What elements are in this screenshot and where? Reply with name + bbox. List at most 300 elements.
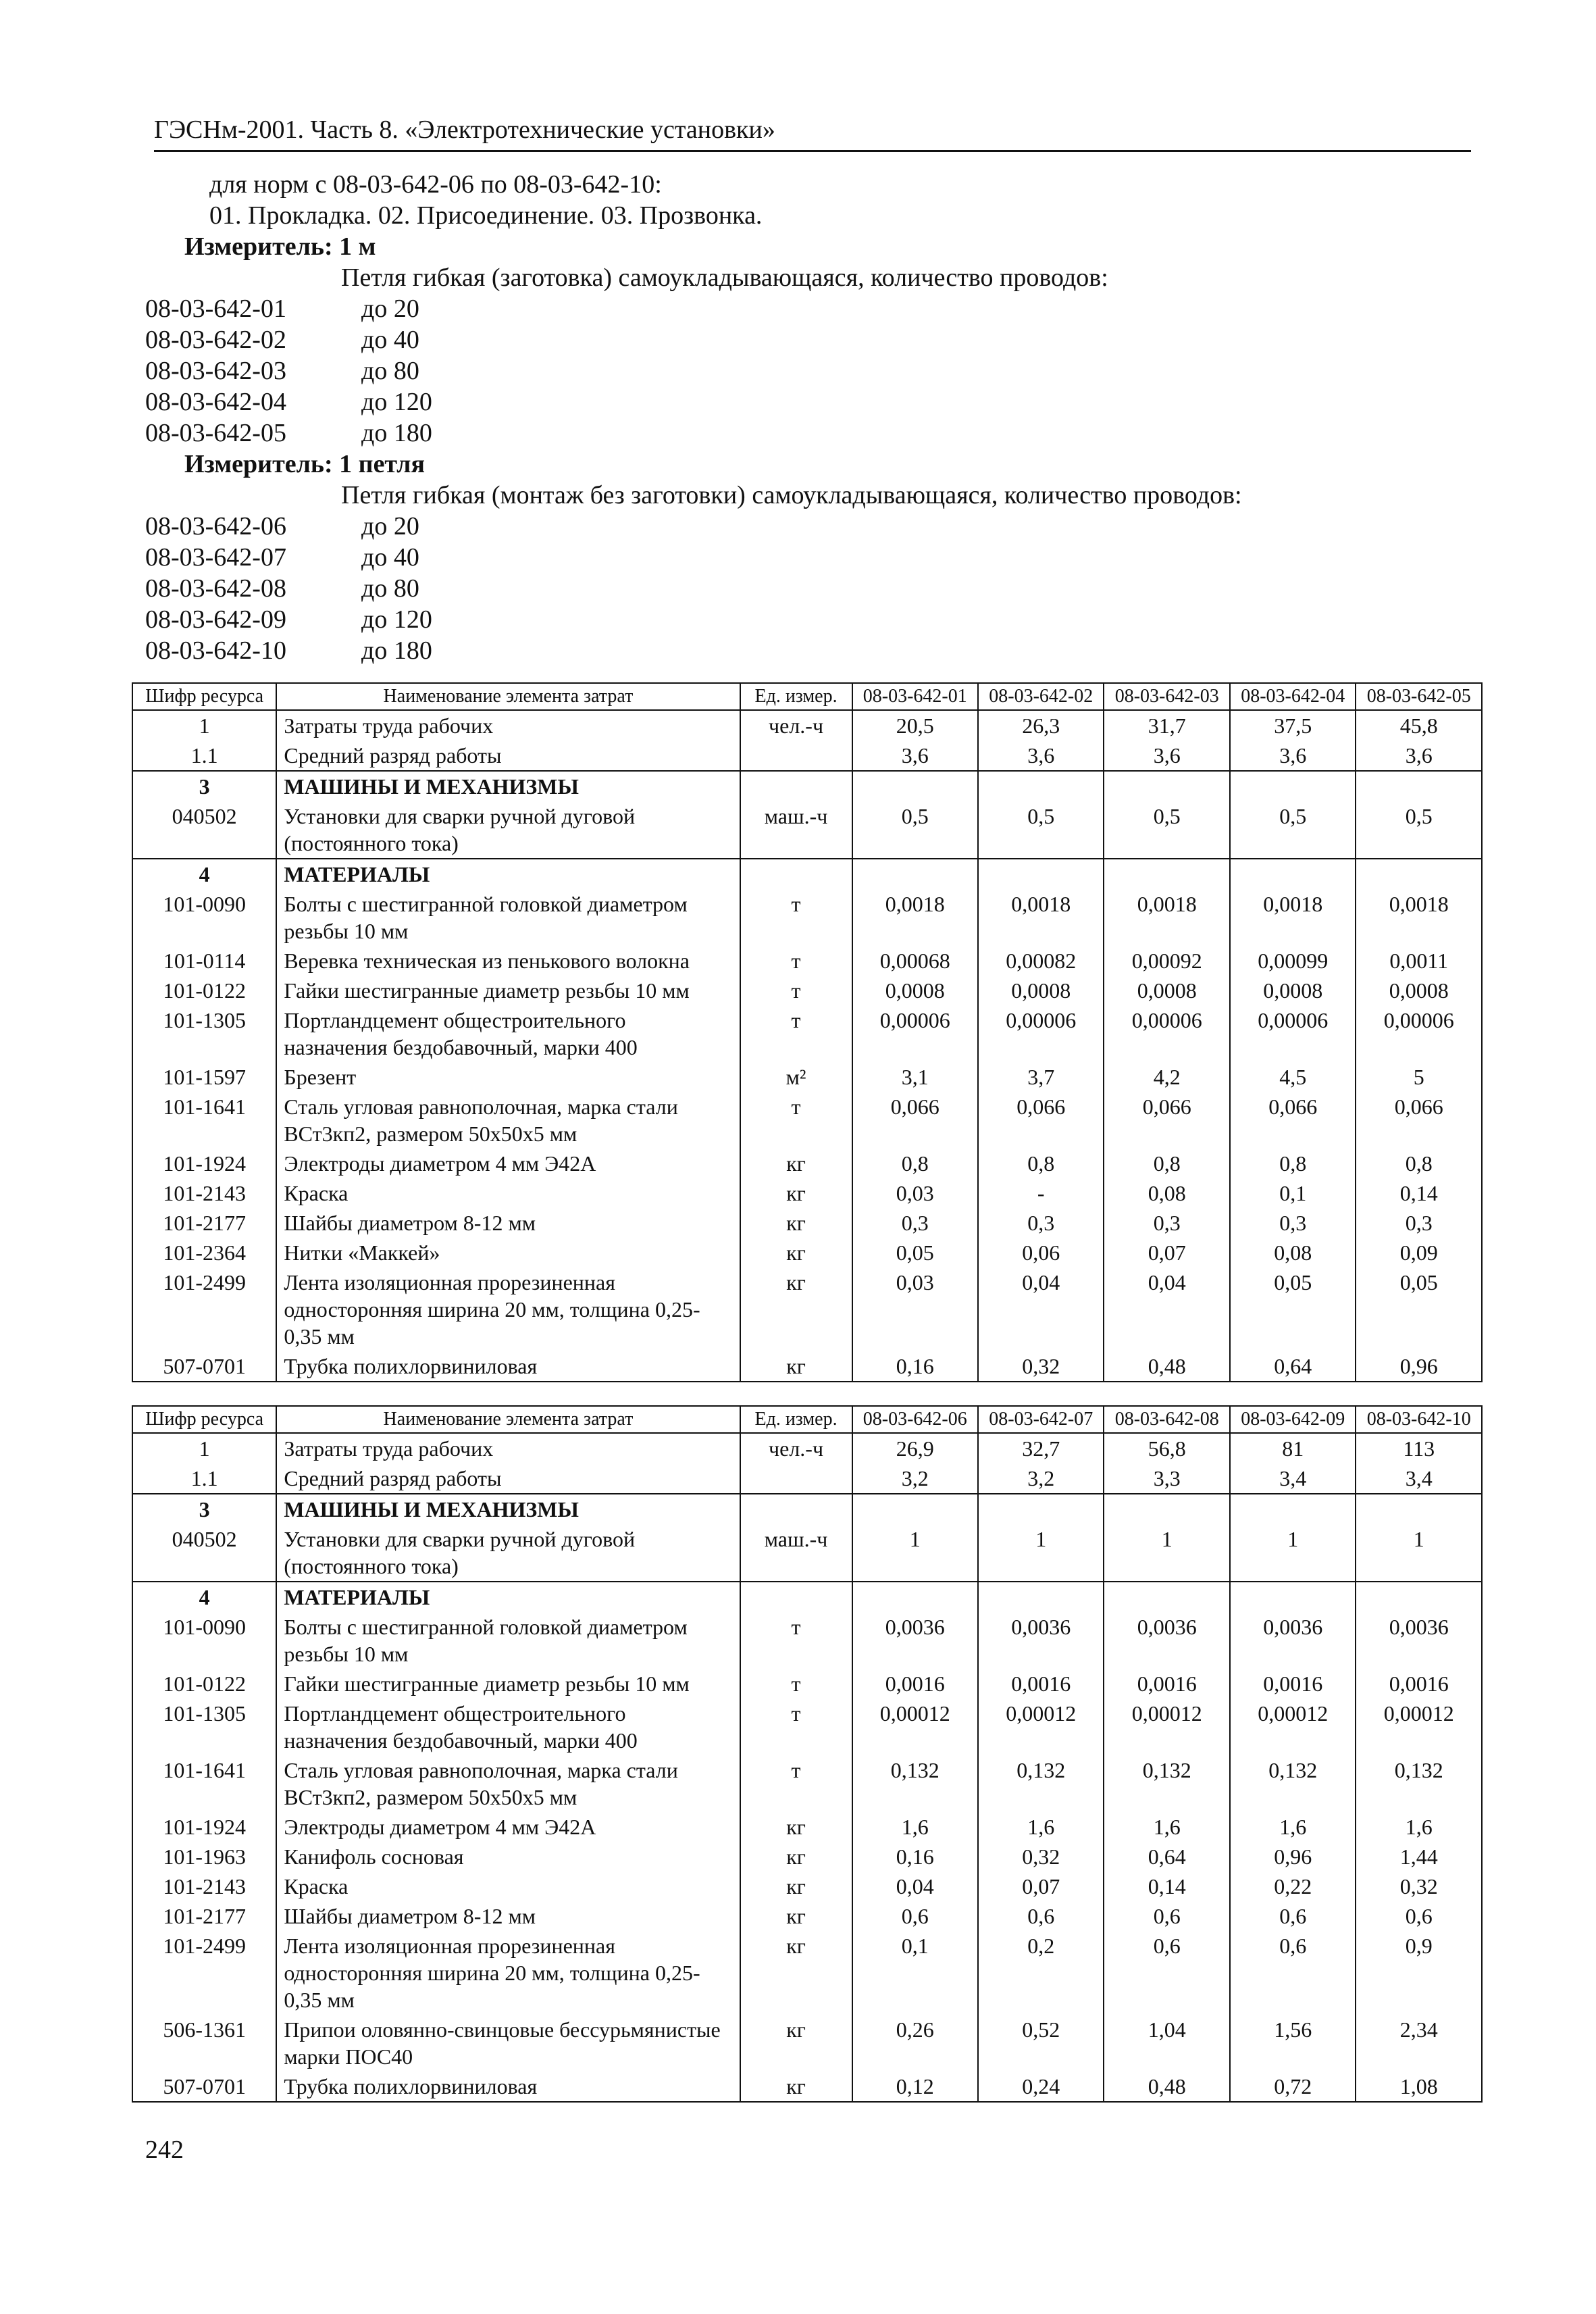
code-row [145, 635, 1483, 666]
table-row [132, 946, 1482, 976]
cell-value: 0,0016 [978, 1669, 1104, 1699]
resource-table-2 [132, 1405, 1483, 2103]
norm-code: 08-03-642-06 [145, 512, 286, 540]
cell-unit: кг [740, 1178, 852, 1208]
cell-value: 1,44 [1356, 1842, 1482, 1871]
cell-unit: м² [740, 1062, 852, 1092]
table-row [132, 1351, 1482, 1382]
cell-value: 0,0008 [1230, 976, 1356, 1005]
cell-value: 0,0018 [1230, 889, 1356, 946]
cell-value: 0,3 [1356, 1208, 1482, 1238]
cell-value: 0,03 [852, 1267, 978, 1351]
group1-list [145, 293, 1483, 449]
norm-code: 08-03-642-03 [145, 357, 286, 385]
cell-value: 31,7 [1104, 710, 1229, 740]
norm-code: 08-03-642-04 [145, 388, 286, 416]
cell-code: 101-2177 [132, 1208, 276, 1238]
cell-value [1230, 1582, 1356, 1612]
table-row [132, 1267, 1482, 1351]
cell-code: 1 [132, 710, 276, 740]
cell-value: 0,00006 [1104, 1005, 1229, 1062]
cell-value: 0,00082 [978, 946, 1104, 976]
cell-value: 0,26 [852, 2015, 978, 2071]
cell-unit: кг [740, 1812, 852, 1842]
cell-value [1104, 859, 1229, 889]
cell-value: 3,6 [978, 740, 1104, 771]
norm-code: 08-03-642-02 [145, 326, 286, 354]
cell-value: 1 [978, 1524, 1104, 1582]
cell-value: 0,132 [1356, 1755, 1482, 1812]
cell-value: 0,0016 [1356, 1669, 1482, 1699]
code-row [145, 418, 1483, 449]
cell-unit [740, 1494, 852, 1524]
cell-value: 0,066 [1230, 1092, 1356, 1149]
cell-code: 101-0090 [132, 889, 276, 946]
header-norm-code: 08-03-642-10 [1356, 1406, 1482, 1433]
cell-unit: т [740, 1005, 852, 1062]
cell-value: 0,0036 [1356, 1612, 1482, 1669]
cell-name: Электроды диаметром 4 мм Э42А [276, 1149, 740, 1178]
cell-value: 0,0036 [1104, 1612, 1229, 1669]
cell-value: 1,08 [1356, 2071, 1482, 2102]
cell-code: 101-1963 [132, 1842, 276, 1871]
cell-unit: т [740, 1092, 852, 1149]
cell-value: 0,0018 [978, 889, 1104, 946]
cell-value: 0,64 [1230, 1351, 1356, 1382]
cell-value: 0,05 [1356, 1267, 1482, 1351]
code-row [145, 573, 1483, 604]
cell-unit: чел.-ч [740, 1433, 852, 1463]
cell-unit: кг [740, 1931, 852, 2015]
table-row [132, 740, 1482, 771]
table-row [132, 1005, 1482, 1062]
table-row [132, 1871, 1482, 1901]
cell-value: 0,24 [978, 2071, 1104, 2102]
cell-value: 1 [1356, 1524, 1482, 1582]
cell-value: 0,1 [852, 1931, 978, 2015]
header-norm-code: 08-03-642-09 [1230, 1406, 1356, 1433]
norm-value: до 20 [361, 512, 419, 540]
cell-value: 0,8 [1230, 1149, 1356, 1178]
cell-code: 4 [132, 859, 276, 889]
table-row [132, 1901, 1482, 1931]
table-row [132, 2071, 1482, 2102]
norm-value: до 80 [361, 574, 419, 603]
cell-value [1356, 1582, 1482, 1612]
table-row [132, 771, 1482, 801]
header-norm-code: 08-03-642-06 [852, 1406, 978, 1433]
cell-unit: кг [740, 1901, 852, 1931]
cell-value: 0,5 [852, 801, 978, 859]
table-row [132, 1494, 1482, 1524]
cell-value: 0,04 [978, 1267, 1104, 1351]
cell-value [1104, 1494, 1229, 1524]
cell-value: 0,52 [978, 2015, 1104, 2071]
table-header-row [132, 683, 1482, 710]
cell-value: 0,14 [1104, 1871, 1229, 1901]
header-code: Шифр ресурса [132, 1406, 276, 1433]
cell-value: 0,00012 [1104, 1699, 1229, 1755]
cell-name: Портландцемент общестроительного назначения бездобавочный, марки 400 [276, 1699, 740, 1755]
cell-value: 0,00006 [1356, 1005, 1482, 1062]
cell-value: 0,04 [852, 1871, 978, 1901]
cell-value: 0,2 [978, 1931, 1104, 2015]
cell-unit: т [740, 1755, 852, 1812]
cell-value: 5 [1356, 1062, 1482, 1092]
cell-code: 101-2499 [132, 1267, 276, 1351]
cell-value: 4,2 [1104, 1062, 1229, 1092]
norm-code: 08-03-642-07 [145, 543, 286, 572]
table-row [132, 1755, 1482, 1812]
cell-code: 101-0122 [132, 976, 276, 1005]
cell-value: 0,16 [852, 1351, 978, 1382]
header-name: Наименование элемента затрат [276, 1406, 740, 1433]
cell-code: 507-0701 [132, 1351, 276, 1382]
cell-name: Трубка полихлорвиниловая [276, 1351, 740, 1382]
cell-value: 0,0008 [978, 976, 1104, 1005]
cell-value: 0,05 [1230, 1267, 1356, 1351]
cell-value: 0,14 [1356, 1178, 1482, 1208]
table-row [132, 1433, 1482, 1463]
code-row [145, 293, 1483, 324]
cell-value: 0,96 [1356, 1351, 1482, 1382]
cell-value: 0,6 [978, 1901, 1104, 1931]
cell-unit: кг [740, 1871, 852, 1901]
cell-value: 26,9 [852, 1433, 978, 1463]
table-row [132, 1463, 1482, 1494]
cell-value: 0,48 [1104, 2071, 1229, 2102]
cell-unit: т [740, 1612, 852, 1669]
cell-value: 0,0018 [1356, 889, 1482, 946]
cell-value: 0,132 [978, 1755, 1104, 1812]
cell-value: 0,0016 [852, 1669, 978, 1699]
cell-name: Установки для сварки ручной дуговой (постоянного тока) [276, 801, 740, 859]
cell-value: 0,9 [1356, 1931, 1482, 2015]
cell-name: Канифоль сосновая [276, 1842, 740, 1871]
cell-value: 26,3 [978, 710, 1104, 740]
norm-value: до 80 [361, 357, 419, 385]
cell-value: 0,00099 [1230, 946, 1356, 976]
cell-code: 506-1361 [132, 2015, 276, 2071]
norm-code: 08-03-642-01 [145, 295, 286, 323]
table-row [132, 976, 1482, 1005]
cell-value: 45,8 [1356, 710, 1482, 740]
cell-name: Краска [276, 1871, 740, 1901]
cell-unit [740, 1582, 852, 1612]
table-row [132, 1699, 1482, 1755]
cell-value: 2,34 [1356, 2015, 1482, 2071]
cell-name: Затраты труда рабочих [276, 1433, 740, 1463]
cell-value: 0,32 [978, 1842, 1104, 1871]
cell-code: 101-2143 [132, 1178, 276, 1208]
cell-value: 0,48 [1104, 1351, 1229, 1382]
cell-code: 101-2364 [132, 1238, 276, 1267]
cell-code: 101-0090 [132, 1612, 276, 1669]
norm-code: 08-03-642-05 [145, 419, 286, 447]
cell-value: 1,56 [1230, 2015, 1356, 2071]
cell-value: 0,3 [1230, 1208, 1356, 1238]
cell-value: 0,132 [1104, 1755, 1229, 1812]
cell-code: 101-1641 [132, 1092, 276, 1149]
cell-value: 0,066 [1356, 1092, 1482, 1149]
cell-value: 0,00006 [852, 1005, 978, 1062]
cell-unit: т [740, 976, 852, 1005]
cell-value: 3,6 [852, 740, 978, 771]
group2-title: Петля гибкая (монтаж без заготовки) самоукладывающаяся, количество проводов: [341, 481, 1242, 509]
cell-value [1230, 771, 1356, 801]
cell-name: Лента изоляционная прорезиненная односторонняя ширина 20 мм, толщина 0,25-0,35 мм [276, 1267, 740, 1351]
table-row [132, 1669, 1482, 1699]
table-header-row [132, 1406, 1482, 1433]
cell-value: 0,6 [852, 1901, 978, 1931]
cell-code: 101-1305 [132, 1699, 276, 1755]
table-row [132, 710, 1482, 740]
cell-name: Электроды диаметром 4 мм Э42А [276, 1812, 740, 1842]
cell-unit: чел.-ч [740, 710, 852, 740]
measure-1: Измеритель: 1 м [184, 232, 376, 261]
cell-value: 37,5 [1230, 710, 1356, 740]
measure-2: Измеритель: 1 петля [184, 450, 426, 478]
table-row [132, 1092, 1482, 1149]
cell-value [978, 859, 1104, 889]
cell-value: 0,0018 [852, 889, 978, 946]
table-row [132, 1062, 1482, 1092]
cell-name: Средний разряд работы [276, 740, 740, 771]
cell-value: 0,22 [1230, 1871, 1356, 1901]
cell-unit: т [740, 946, 852, 976]
cell-unit: кг [740, 2015, 852, 2071]
code-row [145, 355, 1483, 386]
header-norm-code: 08-03-642-04 [1230, 683, 1356, 710]
cell-value [978, 771, 1104, 801]
code-row [145, 604, 1483, 635]
cell-unit: кг [740, 1238, 852, 1267]
cell-value [852, 1494, 978, 1524]
cell-unit: кг [740, 1267, 852, 1351]
table-row [132, 1582, 1482, 1612]
cell-unit: кг [740, 1842, 852, 1871]
norm-value: до 180 [361, 419, 432, 447]
cell-name: Затраты труда рабочих [276, 710, 740, 740]
cell-name: Брезент [276, 1062, 740, 1092]
cell-value: 0,066 [1104, 1092, 1229, 1149]
cell-value [852, 1582, 978, 1612]
cell-value [1104, 1582, 1229, 1612]
cell-value: 0,09 [1356, 1238, 1482, 1267]
table-row [132, 1208, 1482, 1238]
cell-value: 0,32 [978, 1351, 1104, 1382]
cell-name: Болты с шестигранной головкой диаметром резьбы 10 мм [276, 1612, 740, 1669]
cell-value: 0,00012 [1356, 1699, 1482, 1755]
cell-value: 0,132 [852, 1755, 978, 1812]
cell-name: Шайбы диаметром 8-12 мм [276, 1208, 740, 1238]
cell-value: 3,2 [978, 1463, 1104, 1494]
table-row [132, 1149, 1482, 1178]
cell-value: 3,4 [1356, 1463, 1482, 1494]
norm-value: до 120 [361, 388, 432, 416]
cell-value: 0,0036 [852, 1612, 978, 1669]
cell-name: Гайки шестигранные диаметр резьбы 10 мм [276, 976, 740, 1005]
cell-value: 0,8 [978, 1149, 1104, 1178]
header-norm-code: 08-03-642-03 [1104, 683, 1229, 710]
header-unit: Ед. измер. [740, 1406, 852, 1433]
cell-value [852, 859, 978, 889]
cell-code: 101-1924 [132, 1149, 276, 1178]
cell-unit: кг [740, 1149, 852, 1178]
cell-value: 0,1 [1230, 1178, 1356, 1208]
cell-code: 101-1305 [132, 1005, 276, 1062]
cell-value: 0,5 [1104, 801, 1229, 859]
cell-value: 0,05 [852, 1238, 978, 1267]
cell-code: 507-0701 [132, 2071, 276, 2102]
cell-value: 0,08 [1230, 1238, 1356, 1267]
cell-unit: маш.-ч [740, 801, 852, 859]
cell-value: 0,0016 [1104, 1669, 1229, 1699]
cell-value: 3,7 [978, 1062, 1104, 1092]
cell-value: 0,3 [978, 1208, 1104, 1238]
cell-name: Установки для сварки ручной дуговой (постоянного тока) [276, 1524, 740, 1582]
norm-code: 08-03-642-10 [145, 636, 286, 665]
header-norm-code: 08-03-642-07 [978, 1406, 1104, 1433]
table-row [132, 1612, 1482, 1669]
cell-value: 0,132 [1230, 1755, 1356, 1812]
header-code: Шифр ресурса [132, 683, 276, 710]
cell-name: МАШИНЫ И МЕХАНИЗМЫ [276, 1494, 740, 1524]
cell-code: 101-2143 [132, 1871, 276, 1901]
cell-value: 3,4 [1230, 1463, 1356, 1494]
intro-note-2: 01. Прокладка. 02. Присоединение. 03. Прозвонка. [209, 201, 763, 230]
table-row [132, 1842, 1482, 1871]
cell-value: 0,12 [852, 2071, 978, 2102]
cell-name: Портландцемент общестроительного назначения бездобавочный, марки 400 [276, 1005, 740, 1062]
cell-unit [740, 771, 852, 801]
header-norm-code: 08-03-642-02 [978, 683, 1104, 710]
cell-value: 0,07 [1104, 1238, 1229, 1267]
cell-name: Сталь угловая равнополочная, марка стали ВСт3кп2, размером 50х50х5 мм [276, 1755, 740, 1812]
cell-value: 32,7 [978, 1433, 1104, 1463]
cell-value: 1,6 [1356, 1812, 1482, 1842]
cell-code: 101-0122 [132, 1669, 276, 1699]
cell-value [1230, 1494, 1356, 1524]
norm-code: 08-03-642-09 [145, 605, 286, 634]
cell-unit: т [740, 1699, 852, 1755]
cell-name: Лента изоляционная прорезиненная односторонняя ширина 20 мм, толщина 0,25-0,35 мм [276, 1931, 740, 2015]
cell-value: 0,00068 [852, 946, 978, 976]
cell-unit: т [740, 889, 852, 946]
cell-value: 1,6 [1104, 1812, 1229, 1842]
norm-value: до 40 [361, 326, 419, 354]
cell-unit: маш.-ч [740, 1524, 852, 1582]
cell-code: 4 [132, 1582, 276, 1612]
code-row [145, 386, 1483, 418]
cell-name: Нитки «Маккей» [276, 1238, 740, 1267]
cell-value: 0,5 [978, 801, 1104, 859]
cell-code: 101-1641 [132, 1755, 276, 1812]
table-row [132, 1524, 1482, 1582]
cell-value: 0,5 [1356, 801, 1482, 859]
cell-name: Веревка техническая из пенькового волокна [276, 946, 740, 976]
cell-unit [740, 859, 852, 889]
cell-value: 0,32 [1356, 1871, 1482, 1901]
cell-unit: кг [740, 1208, 852, 1238]
cell-value: 0,96 [1230, 1842, 1356, 1871]
cell-value: 0,00006 [978, 1005, 1104, 1062]
cell-unit: т [740, 1669, 852, 1699]
cell-value: 0,6 [1230, 1931, 1356, 2015]
table-row [132, 1178, 1482, 1208]
cell-value: 1 [852, 1524, 978, 1582]
header-norm-code: 08-03-642-08 [1104, 1406, 1229, 1433]
cell-value: 0,0018 [1104, 889, 1229, 946]
page-number: 242 [145, 2136, 184, 2164]
cell-value: 1,6 [978, 1812, 1104, 1842]
cell-value: 0,0016 [1230, 1669, 1356, 1699]
cell-value: 1,6 [852, 1812, 978, 1842]
cell-unit [740, 1463, 852, 1494]
header-unit: Ед. измер. [740, 683, 852, 710]
cell-value: 1 [1104, 1524, 1229, 1582]
cell-value: 56,8 [1104, 1433, 1229, 1463]
cell-name: Трубка полихлорвиниловая [276, 2071, 740, 2102]
table-row [132, 2015, 1482, 2071]
cell-value: - [978, 1178, 1104, 1208]
cell-value: 3,3 [1104, 1463, 1229, 1494]
cell-value [1356, 771, 1482, 801]
cell-name: Припои оловянно-свинцовые бессурьмянистые марки ПОС40 [276, 2015, 740, 2071]
page-header: ГЭСНм-2001. Часть 8. «Электротехнические установки» [154, 115, 1471, 152]
cell-value: 0,00012 [978, 1699, 1104, 1755]
cell-value: 113 [1356, 1433, 1482, 1463]
resource-table-1 [132, 682, 1483, 1382]
cell-name: Гайки шестигранные диаметр резьбы 10 мм [276, 1669, 740, 1699]
cell-value: 3,6 [1356, 740, 1482, 771]
cell-value: 81 [1230, 1433, 1356, 1463]
cell-value [1104, 771, 1229, 801]
intro-note-1: для норм с 08-03-642-06 по 08-03-642-10: [209, 170, 662, 199]
cell-value: 0,8 [1356, 1149, 1482, 1178]
cell-unit: кг [740, 2071, 852, 2102]
cell-value: 0,0011 [1356, 946, 1482, 976]
cell-value: 0,07 [978, 1871, 1104, 1901]
cell-code: 1.1 [132, 740, 276, 771]
group1-title: Петля гибкая (заготовка) самоукладывающаяся, количество проводов: [341, 263, 1108, 292]
cell-value: 0,8 [1104, 1149, 1229, 1178]
cell-value: 4,5 [1230, 1062, 1356, 1092]
cell-name: Средний разряд работы [276, 1463, 740, 1494]
cell-value: 0,066 [978, 1092, 1104, 1149]
cell-value: 3,6 [1104, 740, 1229, 771]
cell-value [1356, 859, 1482, 889]
cell-name: МАТЕРИАЛЫ [276, 1582, 740, 1612]
cell-code: 1 [132, 1433, 276, 1463]
cell-unit [740, 740, 852, 771]
table-row [132, 801, 1482, 859]
cell-code: 1.1 [132, 1463, 276, 1494]
cell-value: 0,5 [1230, 801, 1356, 859]
cell-value: 0,0036 [978, 1612, 1104, 1669]
table-row [132, 1238, 1482, 1267]
cell-code: 101-1597 [132, 1062, 276, 1092]
cell-value: 0,72 [1230, 2071, 1356, 2102]
cell-value: 3,1 [852, 1062, 978, 1092]
cell-value: 0,16 [852, 1842, 978, 1871]
cell-value: 3,6 [1230, 740, 1356, 771]
cell-value: 0,3 [1104, 1208, 1229, 1238]
cell-value: 1 [1230, 1524, 1356, 1582]
cell-value: 3,2 [852, 1463, 978, 1494]
cell-code: 101-2499 [132, 1931, 276, 2015]
cell-code: 040502 [132, 1524, 276, 1582]
